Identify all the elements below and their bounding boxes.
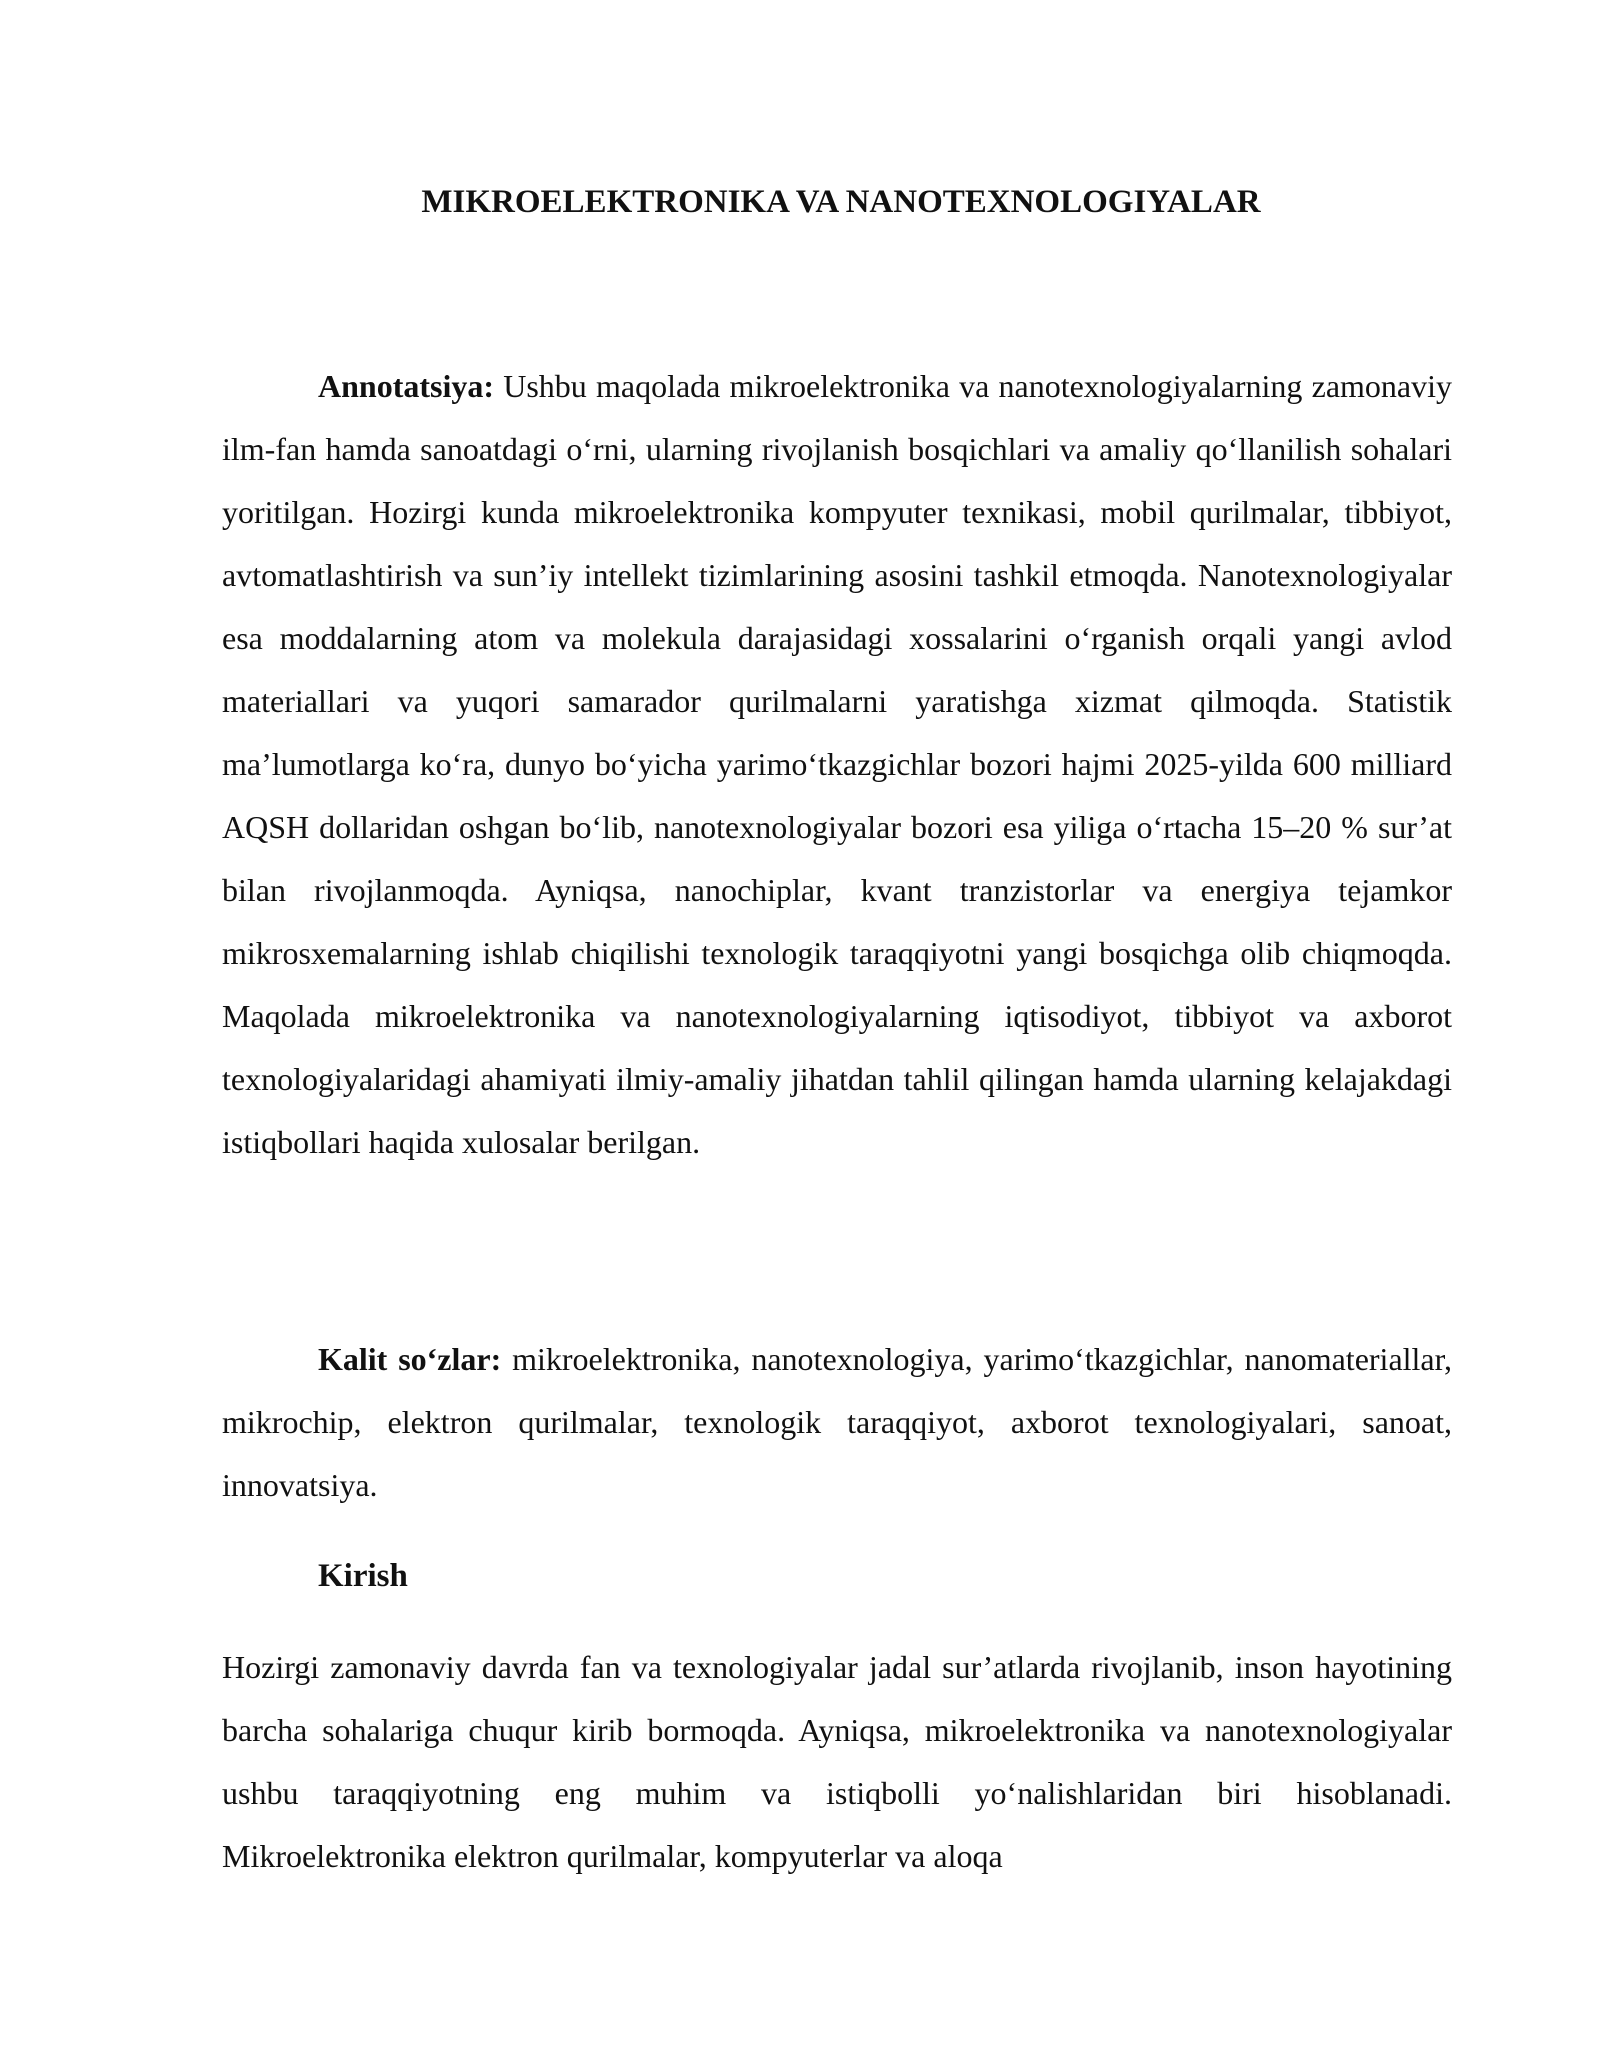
keywords-paragraph (222, 1328, 1452, 1517)
abstract-text: Ushbu maqolada mikroelektronika va nanotexnologiyalarning zamonaviy ilm-fan hamda sanoatdagi o‘rni, ularning rivojlanish bosqichlari va amaliy qo‘llanilish sohalari yoritilgan. Hozirgi kunda mikroelektronika kompyuter texnikasi, mobil qurilmalar, tibbiyot, avtomatlashtirish va sun’iy intellekt tizimlarining asosini tashkil etmoqda. Nanotexnologiyalar esa moddalarning atom va molekula darajasidagi xossalarini o‘rganish orqali yangi avlod materiallari va yuqori samarador qurilmalarni yaratishga xizmat qilmoqda. Statistik ma’lumotlarga ko‘ra, dunyo bo‘yicha yarimo‘tkazgichlar bozori hajmi 2025-yilda 600 milliard AQSH dollaridan oshgan bo‘lib, nanotexnologiyalar bozori esa yiliga o‘rtacha 15–20 % sur’at bilan rivojlanmoqda. Ayniqsa, nanochiplar, kvant tranzistorlar va energiya tejamkor mikrosxemalarning ishlab chiqilishi texnologik taraqqiyotni yangi bosqichga olib chiqmoqda. Maqolada mikroelektronika va nanotexnologiyalarning iqtisodiyot, tibbiyot va axborot texnologiyalaridagi ahamiyati ilmiy-amaliy jihatdan tahlil qilingan hamda ularning kelajakdagi istiqbollari haqida xulosalar berilgan. (222, 368, 1453, 1160)
paper-title: MIKROELEKTRONIKA VA NANOTEXNOLOGIYALAR (421, 184, 1261, 220)
section-heading-introduction: Kirish (318, 1558, 408, 1594)
introduction-paragraph: Hozirgi zamonaviy davrda fan va texnologiyalar jadal sur’atlarda rivojlanib, inson hayotining barcha sohalariga chuqur kirib bormoqda. Ayniqsa, mikroelektronika va nanotexnologiyalar ushbu taraqqiyotning eng muhim va istiqbolli yo‘nalishlaridan biri hisoblanadi. Mikroelektronika elektron qurilmalar, kompyuterlar va aloqa (222, 1649, 1452, 1874)
abstract-label: Annotatsiya: (318, 368, 495, 404)
keywords-text: mikroelektronika, nanotexnologiya, yarimo‘tkazgichlar, nanomateriallar, mikrochip, elektron qurilmalar, texnologik taraqqiyot, axborot texnologiyalari, sanoat, innovatsiya. (222, 1341, 1452, 1503)
abstract-paragraph (222, 355, 1452, 1174)
keywords-label: Kalit so‘zlar: (318, 1341, 502, 1377)
